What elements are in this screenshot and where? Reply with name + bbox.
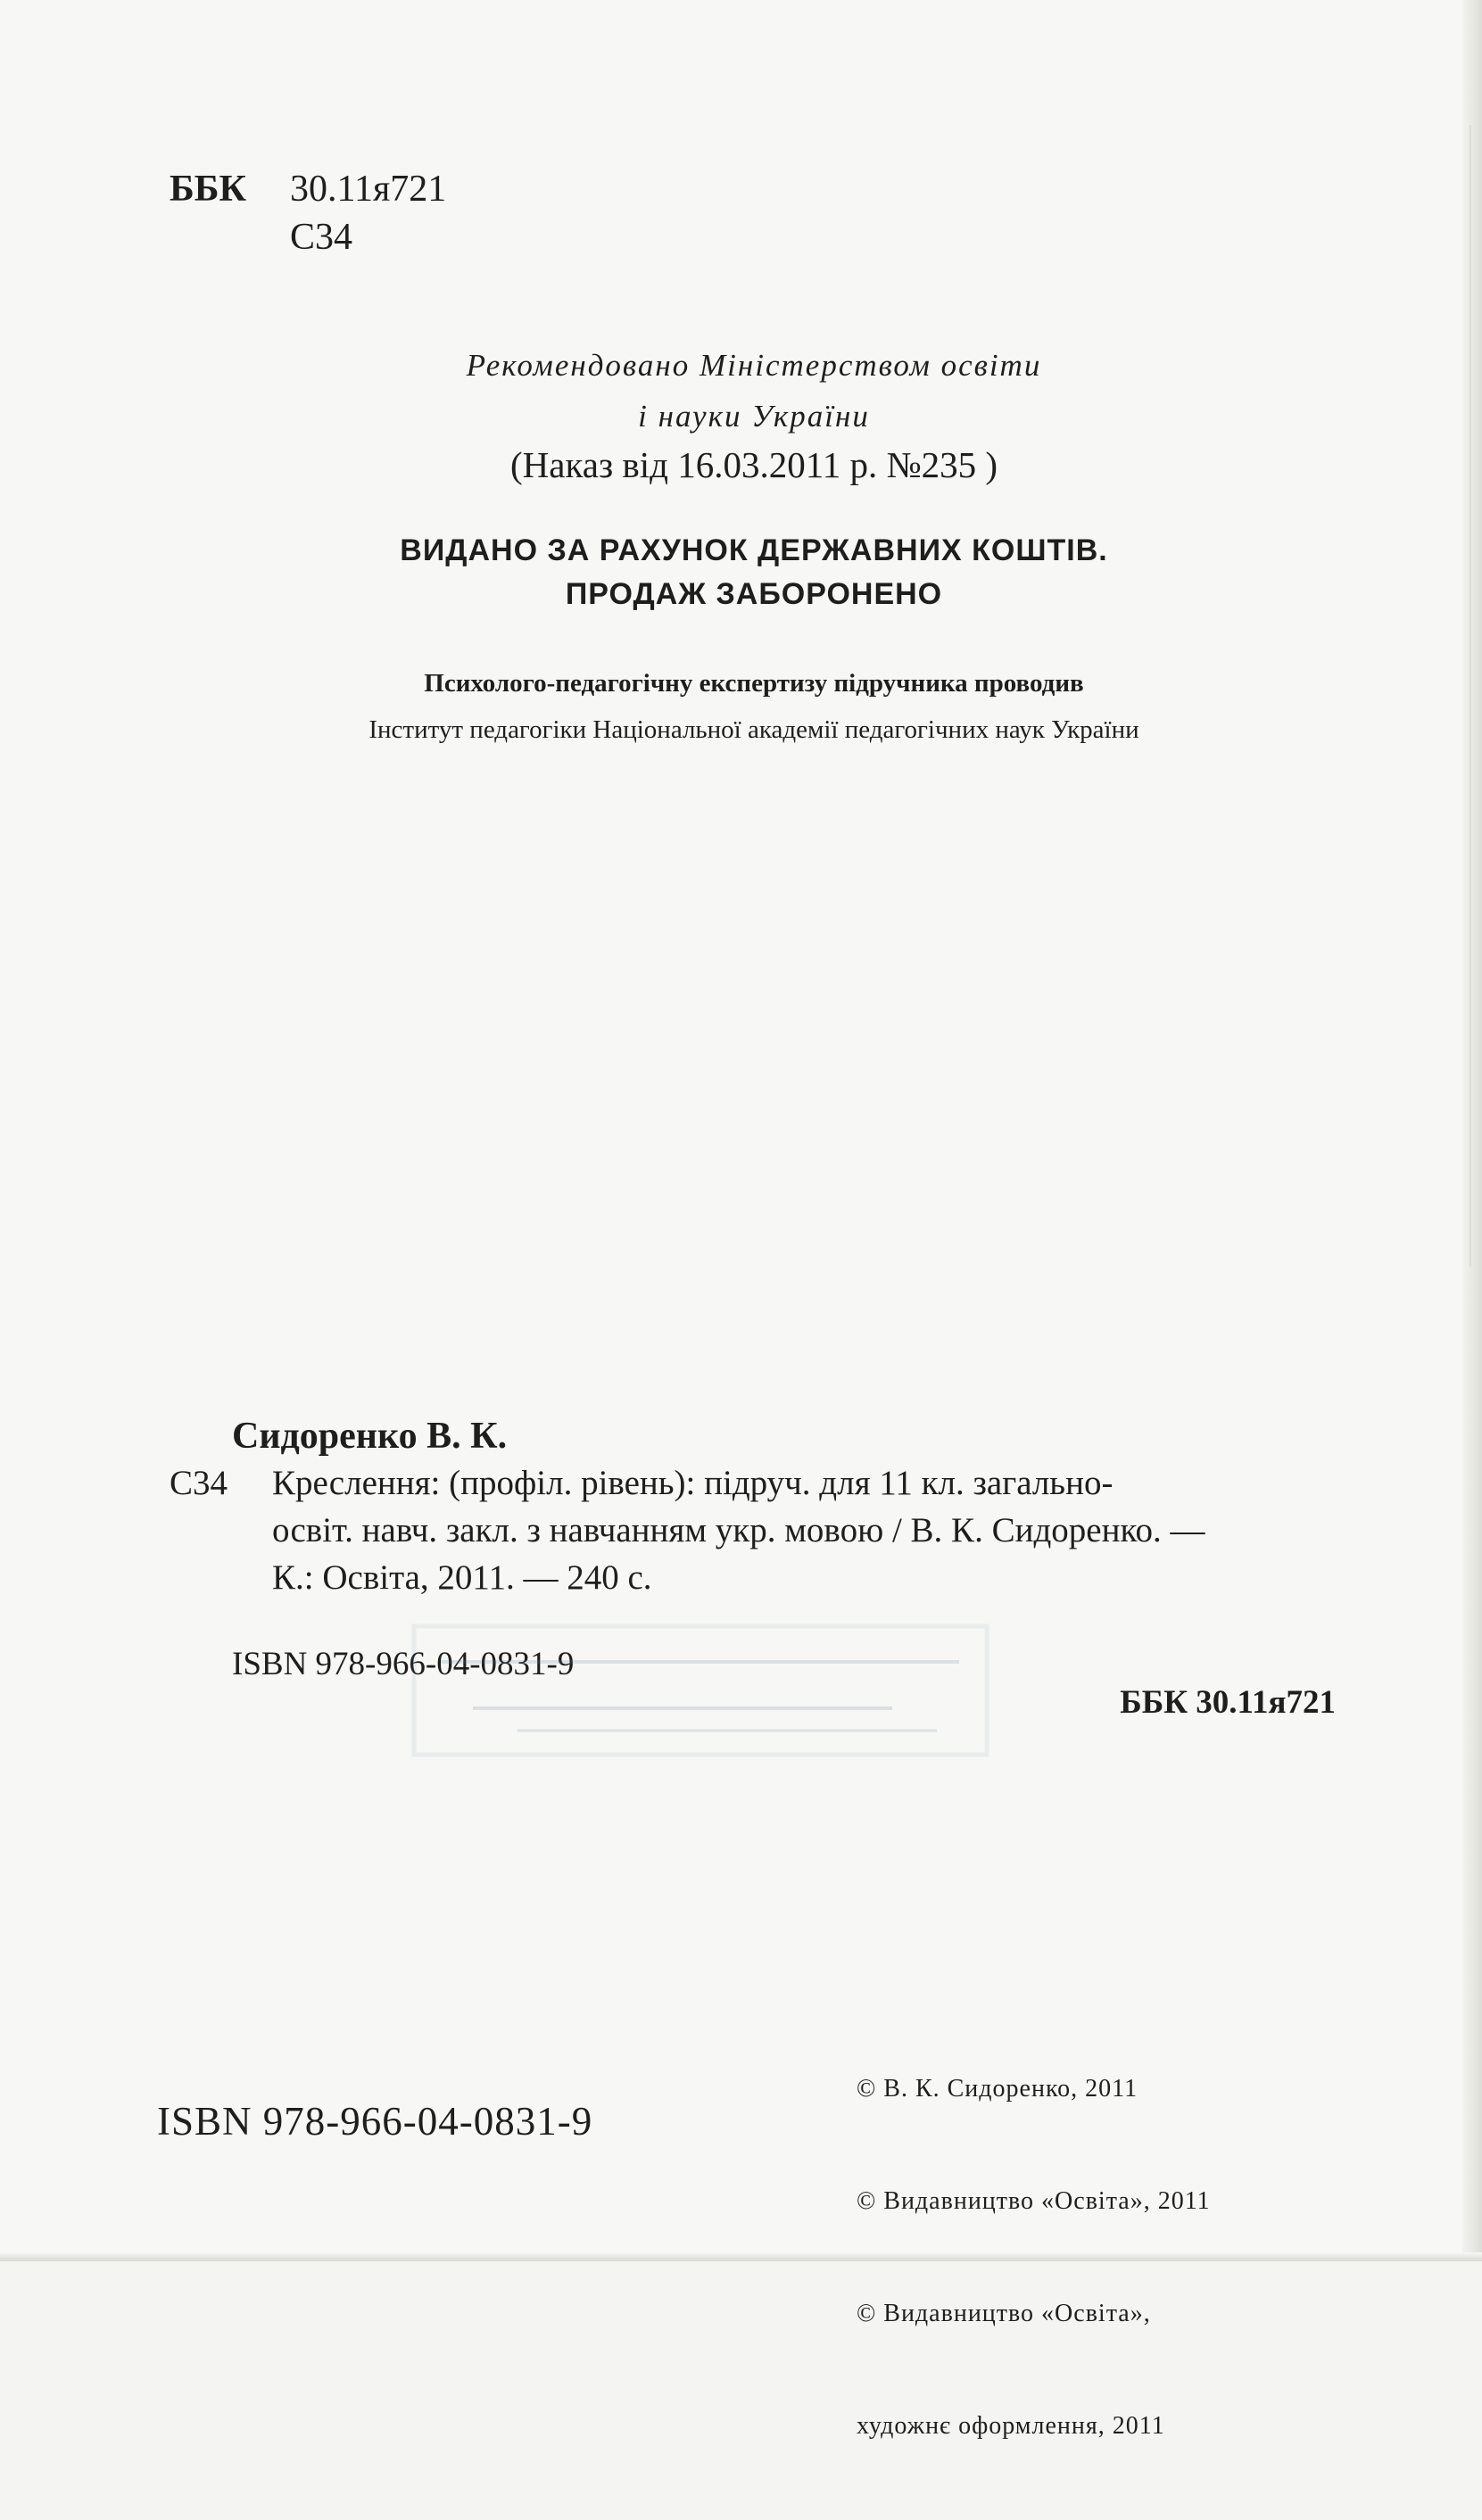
- catalog-line-3: К.: Освіта, 2011. — 240 с.: [272, 1558, 652, 1597]
- catalog-isbn: ISBN 978-966-04-0831-9: [232, 1646, 575, 1682]
- page-right-edge: [1462, 0, 1482, 2261]
- copyright-line-design: © Видавництво «Освіта»,: [857, 2300, 1151, 2327]
- copyright-line-publisher: © Видавництво «Освіта», 2011: [857, 2187, 1211, 2215]
- author-sign: С34: [290, 217, 353, 258]
- classification-label: ББК: [170, 169, 246, 210]
- copyright-line-design-detail: художнє оформлення, 2011: [857, 2412, 1165, 2440]
- catalog-bbk: ББК 30.11я721: [1120, 1684, 1336, 1721]
- copyright-line-author: © В. К. Сидоренко, 2011: [857, 2075, 1138, 2103]
- funding-notice-line-1: ВИДАНО ЗА РАХУНОК ДЕРЖАВНИХ КОШТІВ.: [400, 533, 1108, 567]
- catalog-title-line: Креслення: (профіл. рівень): підруч. для 11 кл. загально-: [272, 1464, 1114, 1502]
- page-bottom-edge: [0, 2252, 1482, 2261]
- funding-notice-line-2: ПРОДАЖ ЗАБОРОНЕНО: [565, 577, 943, 611]
- classification-code: 30.11я721: [290, 169, 447, 210]
- footer-isbn: ISBN 978-966-04-0831-9: [157, 2099, 593, 2144]
- order-reference: (Наказ від 16.03.2011 р. №235 ): [509, 444, 998, 485]
- library-stamp-mark: [410, 1619, 990, 1762]
- catalog-line-1: [170, 1459, 1347, 1507]
- expertise-line-1: Психолого-педагогічну експертизу підручника проводив: [424, 669, 1084, 698]
- page-edge-shadow: [1470, 125, 1471, 1267]
- catalog-line-2: освіт. навч. закл. з навчанням укр. мовою / В. К. Сидоренко. —: [272, 1511, 1205, 1549]
- recommendation-line-2: і науки України: [638, 399, 870, 434]
- copyright-block: [857, 1995, 1211, 2520]
- catalog-description: [170, 1459, 1347, 1601]
- catalog-author: Сидоренко В. К.: [232, 1416, 508, 1457]
- catalog-code: С34: [170, 1464, 228, 1502]
- expertise-line-2: Інститут педагогіки Національної академії педагогічних наук України: [368, 715, 1139, 744]
- recommendation-line-1: Рекомендовано Міністерством освіти: [466, 348, 1042, 383]
